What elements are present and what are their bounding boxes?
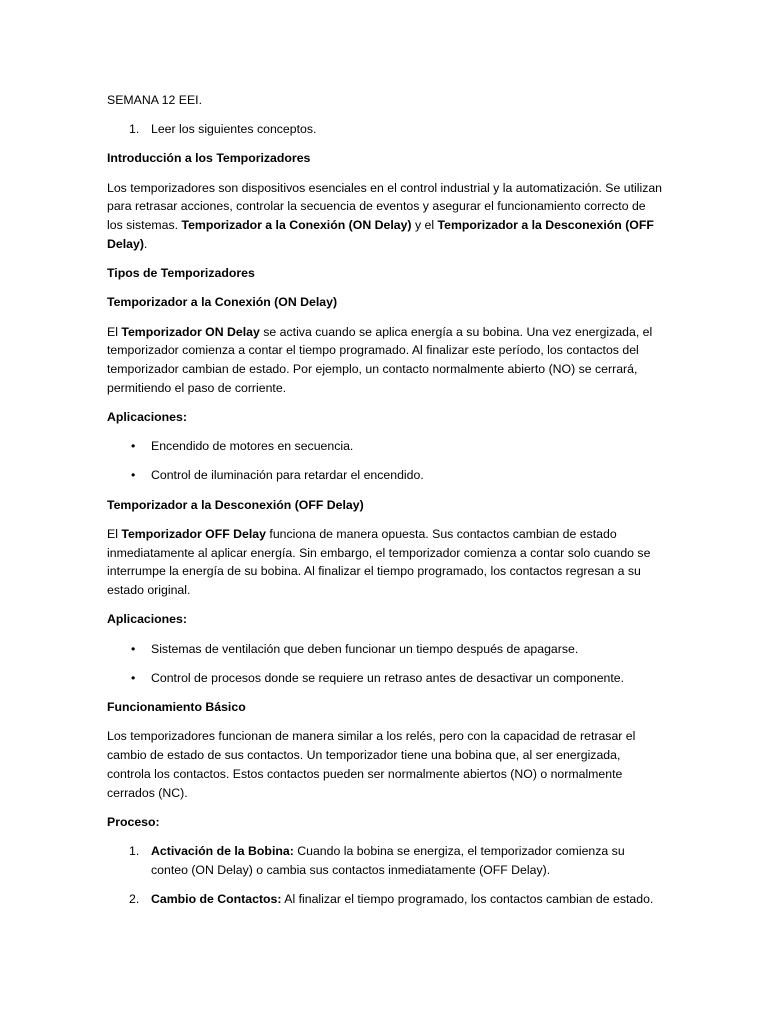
intro-bold-on-delay: Temporizador a la Conexión (ON Delay) [181,218,412,233]
step-title: Activación de la Bobina: [151,843,294,858]
step-text: Al finalizar el tiempo programado, los contactos cambian de estado. [281,891,654,906]
header-line: SEMANA 12 EEI. [107,93,203,107]
intro-heading: Introducción a los Temporizadores [107,151,311,166]
list-item [107,842,663,880]
step-title: Cambio de Contactos: [151,891,282,906]
off-delay-paragraph [107,525,663,600]
off-delay-applications-list [107,640,663,688]
on-delay-heading: Temporizador a la Conexión (ON Delay) [107,295,338,310]
list-item-text: Encendido de motores en secuencia. [151,439,354,454]
intro-bold-off-delay: Temporizador a la Desconexión (OFF Delay) [107,218,654,251]
off-delay-text-2: funciona de manera opuesta. Sus contactos cambian de estado inmediatamente al aplicar energía. Sin embargo, el temporizador comienza a contar solo cuando se interrumpe la energía de su bobina. Al finalizar el tiempo programado, los contactos regresan a su estado original. [107,526,651,598]
on-delay-applications-heading: Aplicaciones: [107,410,187,425]
off-delay-text-1: El [107,526,122,541]
bullet-icon: • [131,670,136,685]
list-item-text: Control de procesos donde se requiere un retraso antes de desactivar un componente. [151,670,625,685]
off-delay-applications-heading: Aplicaciones: [107,612,187,627]
list-item [107,437,663,456]
off-delay-bold: Temporizador OFF Delay [121,526,266,541]
on-delay-text-2: se activa cuando se aplica energía a su bobina. Una vez energizada, el temporizador comienza a contar el tiempo programado. Al finalizar este período, los contactos del temporizador cambian de estado. Por ejemplo, un contacto normalmente abierto (NO) se cerrará, permitiendo el paso de corriente. [107,324,653,395]
list-number: 1. [129,122,140,137]
types-heading: Tipos de Temporizadores [107,266,255,281]
on-delay-applications-list [107,437,663,485]
task-list-item [107,120,663,139]
bullet-icon: • [131,468,136,483]
intro-paragraph [107,179,663,254]
on-delay-text-1: El [107,324,122,339]
process-steps-list [107,842,663,909]
intro-text-2: y el [411,218,438,233]
list-item-text: Sistemas de ventilación que deben funcionar un tiempo después de apagarse. [151,641,579,656]
list-item-text: Leer los siguientes conceptos. [151,122,317,137]
on-delay-bold: Temporizador ON Delay [121,324,260,339]
list-item [107,640,663,659]
task-list [107,120,663,139]
process-heading: Proceso: [107,814,160,829]
list-item [107,669,663,688]
basic-paragraph: Los temporizadores funcionan de manera similar a los relés, pero con la capacidad de retrasar el cambio de estado de sus contactos. Un temporizador tiene una bobina que, al ser energizada, controla los contactos. Estos contactos pueden ser normalmente abiertos (NO) o normalmente cerrados (NC). [107,729,636,800]
intro-text-1: Los temporizadores son dispositivos esenciales en el control industrial y la automatización. Se utilizan para retrasar acciones, controlar la secuencia de eventos y asegurar el funcionamiento correcto de los sistemas. [107,180,663,233]
bullet-icon: • [131,439,136,454]
document-content [107,91,663,919]
step-text: Cuando la bobina se energiza, el temporizador comienza su conteo (ON Delay) o cambia sus contactos inmediatamente (OFF Delay). [151,843,625,877]
on-delay-paragraph [107,323,663,398]
bullet-icon: • [131,641,136,656]
list-number: 1. [129,843,140,858]
off-delay-heading: Temporizador a la Desconexión (OFF Delay) [107,497,364,512]
list-item [107,890,663,909]
list-item-text: Control de iluminación para retardar el encendido. [151,468,424,483]
list-number: 2. [129,891,140,906]
intro-text-3: . [143,236,148,251]
basic-heading: Funcionamiento Básico [107,699,246,714]
list-item [107,466,663,485]
